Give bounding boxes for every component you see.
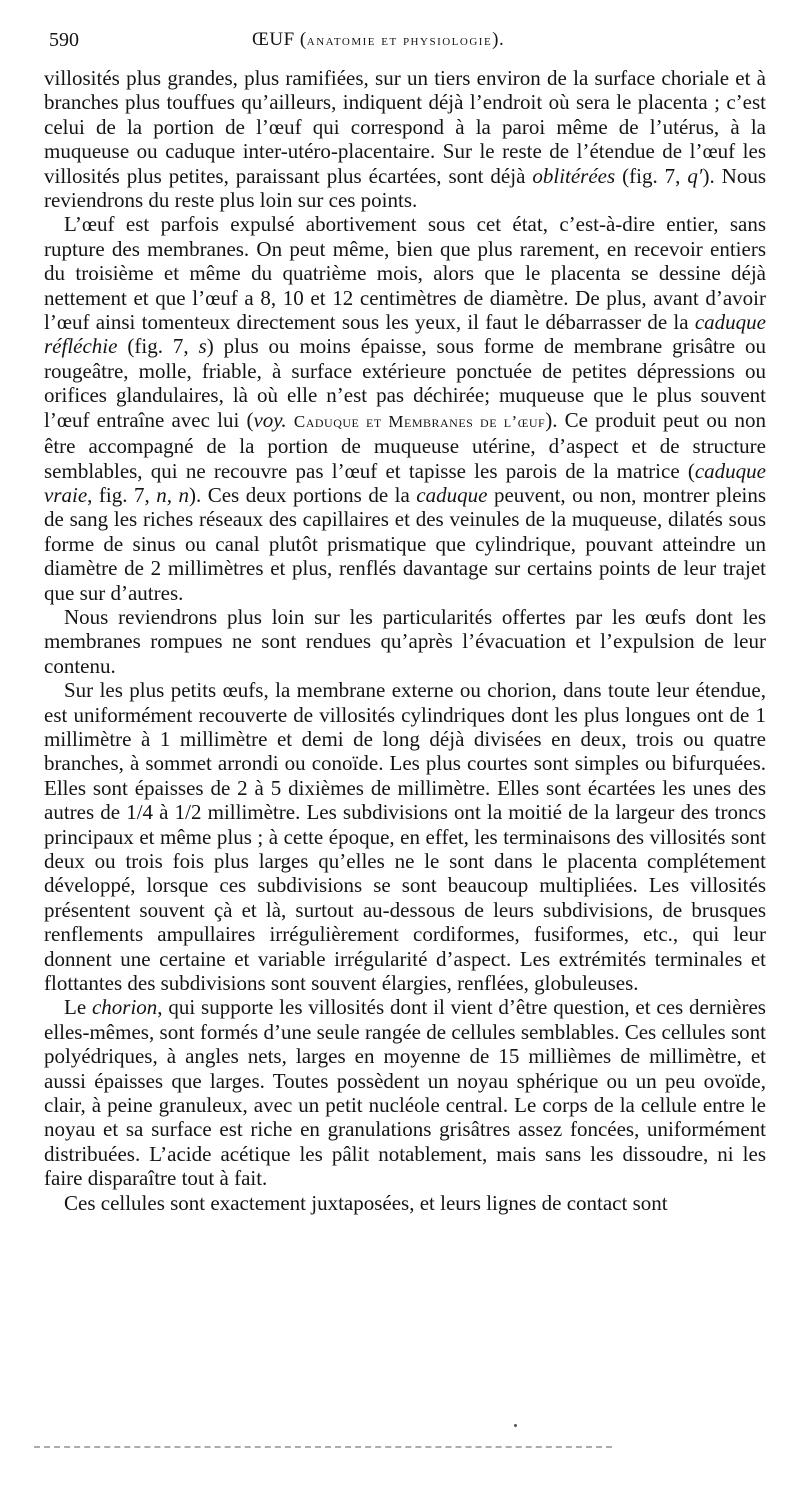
text-run: ). Ce produit peut ou non être accompagné de la portion de muqueuse utérine, d’aspect et de structure semblables, qui ne recouvre pas l’œuf et tapisse les parois de la matrice ( (44, 407, 766, 483)
cross-ref-small-caps: Caduque et Membranes de l’œuf (293, 411, 546, 431)
text-run: Le (64, 995, 92, 1020)
running-title-small-caps: anatomie et physiologie (306, 33, 493, 49)
cross-ref-voy: voy. (253, 407, 287, 432)
book-page (44, 26, 766, 1215)
body-text (44, 66, 766, 1215)
text-run: (fig. 7, (117, 334, 199, 359)
text-run: Sur les plus petits œufs, la membrane externe ou chorion, dans toute leur étendue, est uniformément recouverte de villosités cylindriques dont les plus longues ont de 1 millimètre à 1 millimètre et demi de long déjà divisées en deux, trois ou quatre branches, à sommet arrondi ou conoïde. Les plus courtes sont simples ou bifurquées. Elles sont épaisses de 2 à 5 dixièmes de millimètre. Elles sont écartées les unes des autres de 1/4 à 1/2 millimètre. Les subdivisions ont la moitié de la largeur des troncs principaux et même plus ; à cette époque, en effet, les terminaisons des villosités sont deux ou trois fois plus larges qu’elles ne le sont dans le placenta complétement développé, lorsque ces subdivisions se sont beaucoup multipliées. Les villosités présentent souvent çà et là, surtout au-dessous de leurs subdivisions, de brusques renflements ampullaires irrégulièrement cordiformes, fusiformes, etc., qui leur donnent une certaine et variable irrégularité d’aspect. Les extrémités terminales et flottantes des subdivisions sont souvent élargies, renflées, globuleuses. (44, 678, 766, 996)
figure-ref: s (198, 334, 207, 359)
paragraph-6 (44, 1191, 766, 1215)
italic-term: caduque vraie (44, 458, 766, 507)
text-run: ). Ces deux portions de la (188, 482, 417, 507)
paragraph-5 (44, 995, 766, 1190)
text-run: , fig. 7, (87, 482, 157, 507)
running-title-end: ). (492, 29, 505, 50)
paragraph-2 (44, 212, 766, 605)
text-run: peuvent, ou non, montrer pleins de sang les riches réseaux des capillaires et des veinules de la muqueuse, dilatés sous forme de sinus ou canal plutôt prismatique que cylindrique, pouvant atteindre un diamètre de 2 millimètres et plus, renflés davantage sur certains points de leur trajet que sur d’autres. (44, 482, 767, 605)
running-title (252, 26, 504, 55)
page-number: 590 (49, 29, 79, 51)
text-run: ) plus ou moins épaisse, sous forme de membrane grisâtre ou rougeâtre, molle, friable, à surface extérieure ponctuée de petites dépressions ou orifices glandulaires, là où elle n’est pas déchirée; muqueuse que le plus souvent l’œuf entraîne avec lui ( (44, 334, 766, 432)
paragraph-4 (44, 678, 766, 995)
italic-term: chorion (91, 995, 158, 1020)
italic-term: caduque réfléchie (44, 310, 766, 359)
figure-ref: q′ (687, 163, 703, 188)
italic-term: oblitérées (532, 163, 616, 188)
paragraph-3 (44, 605, 766, 678)
text-run: villosités plus grandes, plus ramifiées, sur un tiers environ de la surface choriale et à branches plus touffues qu’ailleurs, indiquent déjà l’endroit où sera le placenta ; c’est celui de la portion de l’œuf qui correspond à la paroi même de l’utérus, à la muqueuse ou caduque inter-utéro-placentaire. Sur le reste de l’étendue de l’œuf les villosités plus petites, paraissant plus écartées, sont déjà (44, 66, 766, 188)
running-header (44, 26, 766, 54)
text-run: ). Nous reviendrons du reste plus loin sur ces points. (44, 163, 766, 213)
text-run: Nous reviendrons plus loin sur les particularités offertes par les œufs dont les membranes rompues ne sont rendues qu’après l’évacuation et l’expulsion de leur contenu. (44, 604, 766, 678)
figure-ref: n, n (156, 482, 189, 507)
print-speck (514, 1424, 517, 1427)
text-run: , qui supporte les villosités dont il vient d’être question, et ces dernières elles-mêmes, sont formés d’une seule rangée de cellules semblables. Ces cellules sont polyédriques, à angles nets, larges en moyenne de 15 millièmes de millimètre, et aussi épaisses que larges. Toutes possèdent un noyau sphérique ou un peu ovoïde, clair, à peine granuleux, avec un petit nucléole central. Le corps de la cellule entre le noyau et sa surface est riche en granulations grisâtres assez foncées, uniformément distribuées. L’acide acétique les pâlit notablement, mais sans les dissoudre, ni les faire disparaître tout à fait. (44, 995, 766, 1191)
text-run: L’œuf est parfois expulsé abortivement sous cet état, c’est-à-dire entier, sans rupture des membranes. On peut même, bien que plus rarement, en recevoir entiers du troisième et même du quatrième mois, alors que le placenta se dessine déjà nettement et que l’œuf a 8, 10 et 12 centimètres de diamètre. De plus, avant d’avoir l’œuf ainsi tomenteux directement sous les yeux, il faut le débarrasser de la (44, 212, 766, 335)
running-title-main: ŒUF ( (252, 29, 307, 50)
text-run: (fig. 7, (615, 163, 688, 188)
text-run (287, 408, 294, 432)
footer-dashed-rule (34, 1446, 612, 1448)
paragraph-1 (44, 66, 766, 212)
text-run: Ces cellules sont exactement juxtaposées, et leurs lignes de contact sont (64, 1190, 668, 1215)
italic-term: caduque (416, 482, 488, 507)
